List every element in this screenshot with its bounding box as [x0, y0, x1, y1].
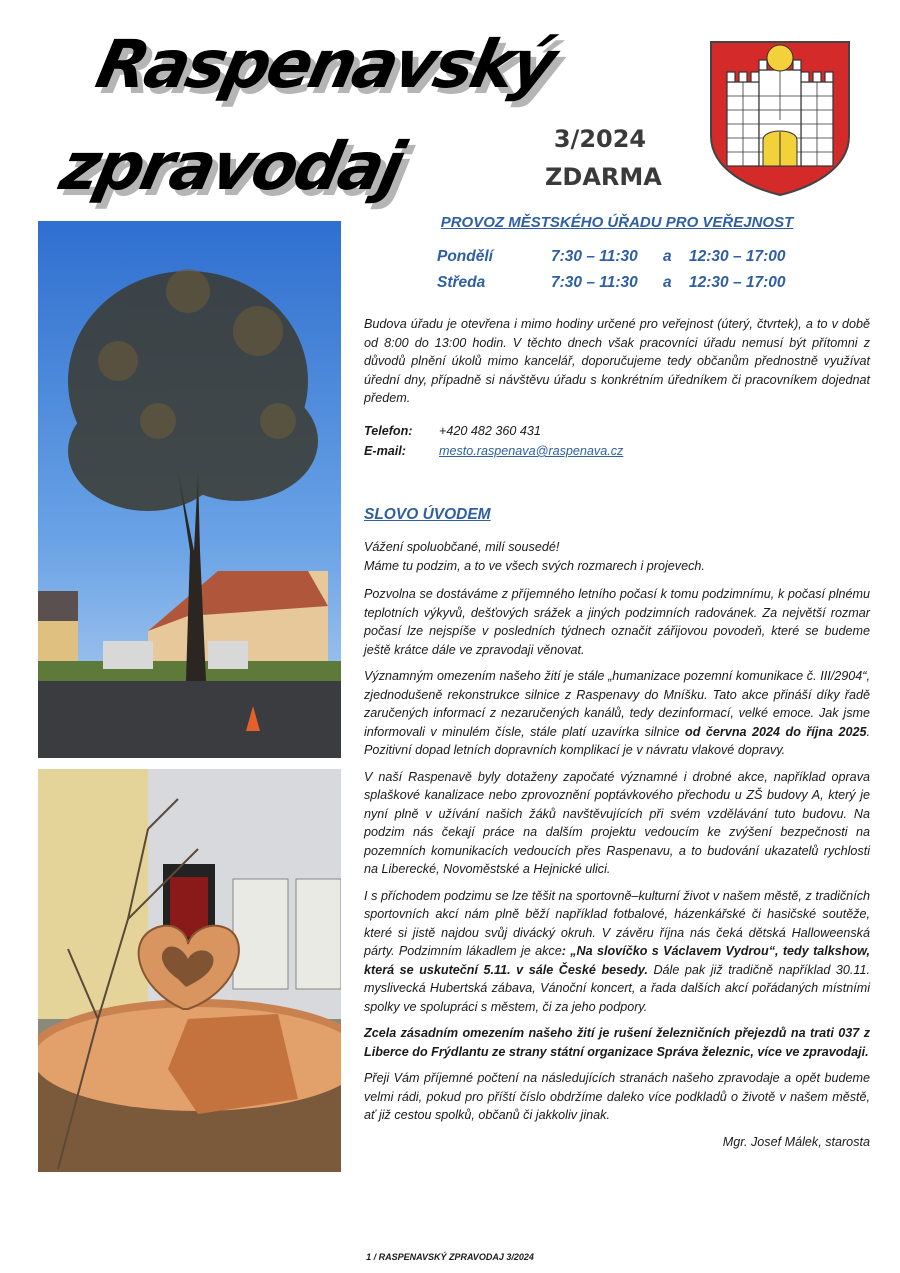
article-body: [364, 538, 870, 1159]
article-paragraph-important: Zcela zásadním omezením našeho žití je rušení železničních přejezdů na trati 037 z Liberce do Frýdlantu ze strany státní organizace Správa železnic, více ve zpravodaji.: [364, 1026, 870, 1059]
signature: Mgr. Josef Málek, starosta: [722, 1134, 870, 1149]
masthead-title-line2: zpravodaj: [53, 128, 409, 205]
hours-day: Pondělí: [437, 248, 493, 265]
photo-tree-stump-heart: [38, 769, 341, 1172]
hours-morning: 7:30 – 11:30: [551, 248, 638, 265]
hours-and: a: [663, 248, 672, 265]
hours-day: Středa: [437, 274, 486, 291]
hours-afternoon: 12:30 – 17:00: [689, 248, 786, 265]
price-label: ZDARMA: [545, 163, 662, 191]
page-footer: 1 / RASPENAVSKÝ ZPRAVODAJ 3/2024: [366, 1252, 534, 1262]
article-greeting: [364, 538, 870, 575]
greeting-line1: Vážení spoluobčané, milí sousedé!: [364, 540, 560, 554]
office-note: [364, 315, 870, 416]
photo-tree: [38, 221, 341, 758]
masthead-title-line1: Raspenavský: [89, 26, 561, 103]
office-hours-table: [437, 248, 786, 300]
paragraph-text: Významným omezením našeho žití je stále „humanizace pozemní komunikace č. III/2904“, zjednodušeně rekonstrukce silnice z Raspenavy do Mníšku. Tato akce přináší díky řadě zaručených informací z nezaručených kanálů, tedy dezinformací, velké emoce. Jak jsme informovali v minulém čísle, stále platí uzavírka silnice: [364, 669, 870, 739]
article-paragraph: Přeji Vám příjemné počtení na následujících stranách našeho zpravodaje a opět budeme velmi rádi, pokud pro příští číslo obdržíme daleko více podkladů o životě v našem městě, ať již cestou spolků, občanů či jakkoliv jinak.: [364, 1071, 870, 1122]
closure-dates: od června 2024 do října 2025: [685, 724, 867, 739]
coat-of-arms-logo: [709, 40, 851, 196]
email-label: E-mail:: [364, 444, 406, 458]
paragraph-text: I s příchodem podzimu se lze těšit na sportovně–kulturní život v našem městě, z tradičních sportovních akcí nám plně běží například fotbalové, házenkářské či hasičské soutěže, které si jistě najdou svůj divácký okruh. V závěru října nás čeká dětská Halloweenská párty. Podzimním lákadlem je akce: [364, 888, 870, 958]
phone-label: Telefon:: [364, 424, 413, 438]
hours-afternoon: 12:30 – 17:00: [689, 274, 786, 291]
article-paragraph: Pozvolna se dostáváme z příjemného letního počasí k tomu podzimnímu, k počasí plnému teplotních výkyvů, dešťových srážek a jiných podzimních radovánek. Za největší rozmar počasí lze nejspíše v posledních týdnech označit zářijovou povodeň, které se budeme ještě krátce dále ve zpravodaji věnovat.: [364, 587, 870, 657]
paragraph-text: . Pozitivní dopad letních dopravních komplikací je v návratu vlakové dopravy.: [364, 724, 870, 757]
office-hours-row: [437, 248, 786, 274]
article-paragraph: [364, 887, 870, 1017]
office-hours-heading: PROVOZ MĚSTSKÉHO ÚŘADU PRO VEŘEJNOST: [440, 214, 794, 231]
article-heading: SLOVO ÚVODEM: [364, 506, 491, 523]
office-contact: [364, 424, 623, 464]
issue-info: [545, 120, 662, 196]
paragraph-text: Dále pak již tradičně například 30.11. myslivecká Hubertská zábava, Vánoční koncert, a řada dalších akcí pořádaných místními spolky ve spolupráci s městem, či za jeho podpory.: [364, 962, 870, 1014]
phone-number: +420 482 360 431: [439, 424, 541, 438]
hours-morning: 7:30 – 11:30: [551, 274, 638, 291]
article-paragraph: [364, 667, 870, 760]
article-paragraph: V naší Raspenavě byly dotaženy započaté významné i drobné akce, například oprava splaškové kanalizace nebo zprovoznění poptávkového přechodu u ZŠ budovy A, který je nyní plně v užívání našich žáků navštěvujících při svém vzdělávání tuto budovu. Na podzim nás čekají práce na dalším projektu vedoucím ke zvýšení bezpečnosti na pozemních komunikacích vedoucích přes Raspenavu, a to budování ukazatelů rychlosti na Liberecké, Novoměstské a Hejnické ulici.: [364, 769, 870, 876]
issue-number: 3/2024: [553, 125, 647, 153]
office-hours-row: [437, 274, 786, 300]
greeting-line2: Máme tu podzim, a to ve všech svých rozmarech i projevech.: [364, 558, 705, 573]
office-note-text: Budova úřadu je otevřena i mimo hodiny určené pro veřejnost (úterý, čtvrtek), a to v době od 8:00 do 13:00 hodin. V těchto dnech však pracovníci úřadu nemusí být přítomni z důvodů plnění úkolů mimo kancelář, doporučujeme tedy občanům přednostně využívat úřední dny, případně si návštěvu úřadu s konkrétním úředníkem či pracovníkem dojednat předem.: [364, 317, 870, 405]
hours-and: a: [663, 274, 672, 291]
event-highlight: : „Na slovíčko s Václavem Vydrou“, tedy talkshow, která se uskuteční 5.11. v sále České besedy.: [364, 944, 870, 977]
email-link[interactable]: mesto.raspenava@raspenava.cz: [439, 444, 624, 458]
